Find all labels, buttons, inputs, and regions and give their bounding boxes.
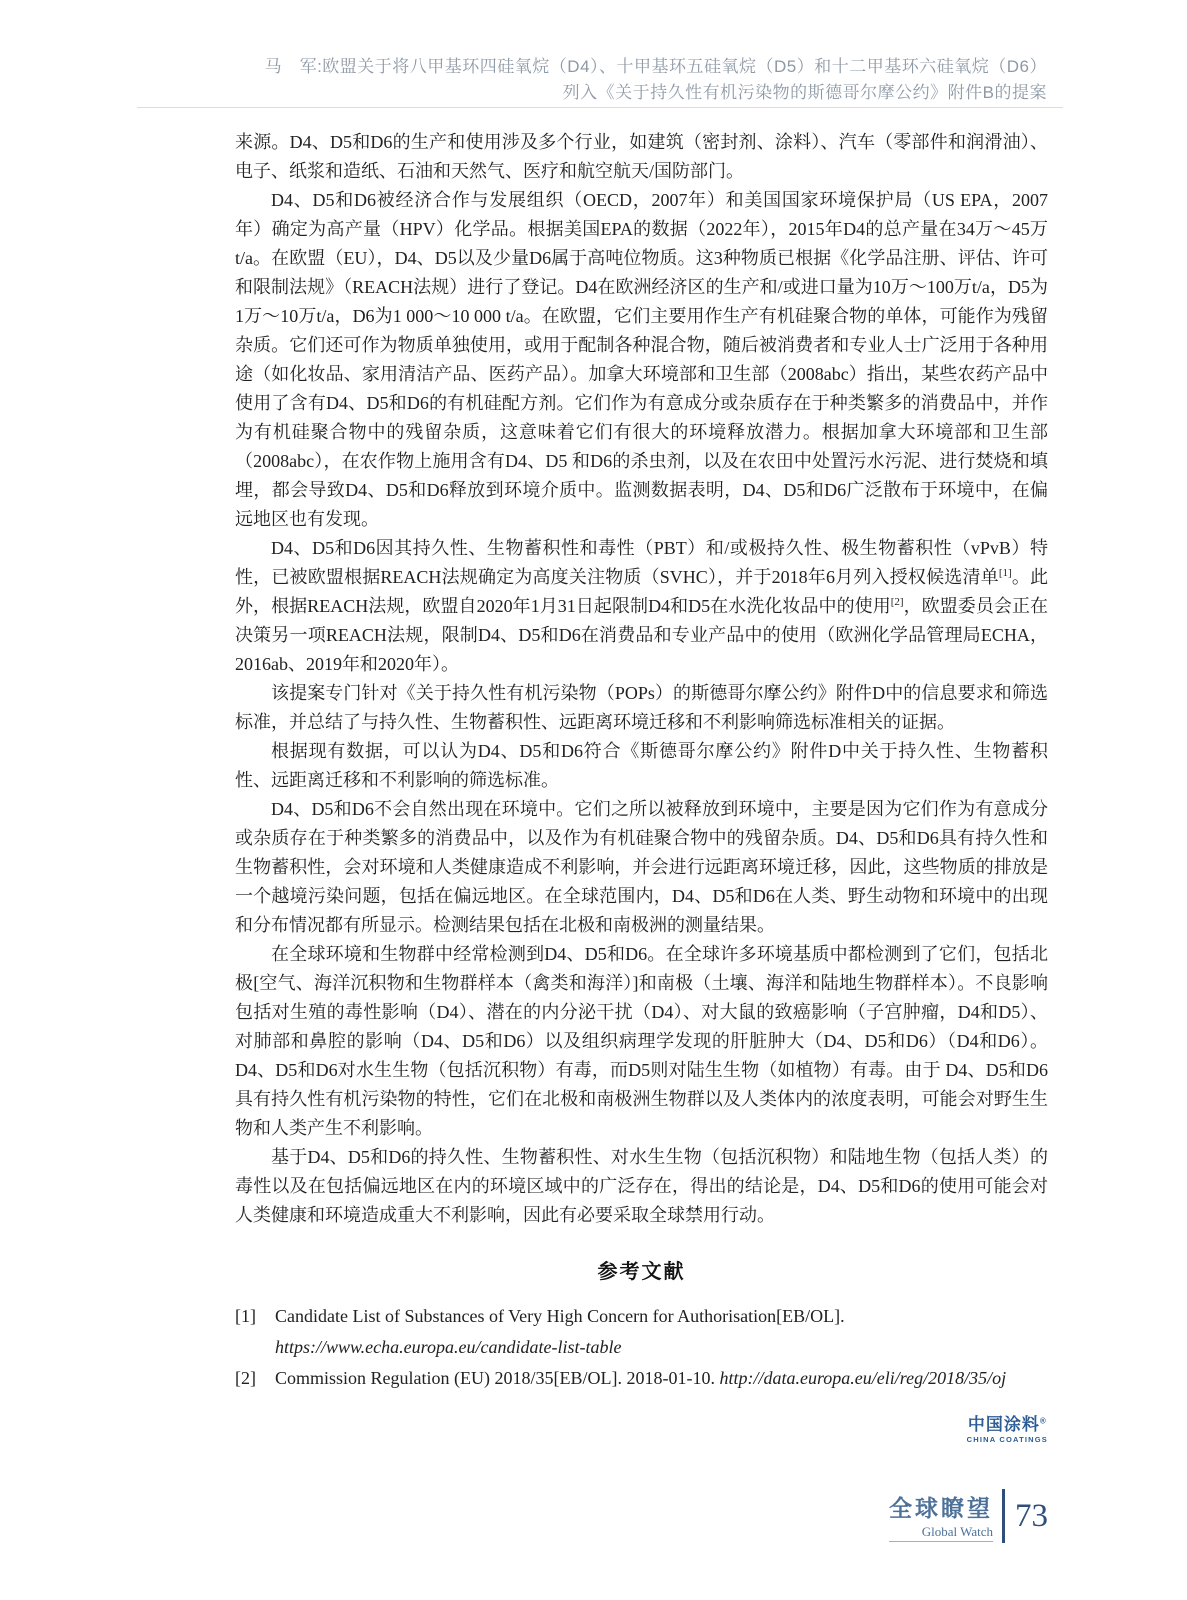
body-paragraph: 根据现有数据，可以认为D4、D5和D6符合《斯德哥尔摩公约》附件D中关于持久性、生物蓄积性、远距离迁移和不利影响的筛选标准。 [235,741,1048,790]
header-divider [137,107,1063,108]
body-paragraph: D4、D5和D6因其持久性、生物蓄积性和毒性（PBT）和/或极持久性、极生物蓄积性（vPvB）特性，已被欧盟根据REACH法规确定为高度关注物质（SVHC），并于2018年6月列入授权候选清单[1]。此外，根据REACH法规，欧盟自2020年1月31日起限制D4和D5在水洗化妆品中的使用[2]，欧盟委员会正在决策另一项REACH法规，限制D4、D5和D6在消费品和专业产品中的使用（欧洲化学品管理局ECHA，2016ab、2019年和2020年）。 [235,538,1049,674]
footer-divider-bar [1002,1489,1005,1543]
body-paragraphs [235,128,1048,1230]
citation-superscript: [2] [890,596,904,608]
body-paragraph: 在全球环境和生物群中经常检测到D4、D5和D6。在全球许多环境基质中都检测到了它们，包括北极[空气、海洋沉积物和生物群样本（禽类和海洋）]和南极（土壤、海洋和陆地生物群样本）。不良影响包括对生殖的毒性影响（D4）、潜在的内分泌干扰（D4）、对大鼠的致癌影响（子宫肿瘤，D4和D5）、对肺部和鼻腔的影响（D4、D5和D6）以及组织病理学发现的肝脏肿大（D4、D5和D6）（D4和D6）。D4、D5和D6对水生生物（包括沉积物）有毒，而D5则对陆生生物（如植物）有毒。由于 D4、D5和D6具有持久性有机污染物的特性，它们在北极和南极洲生物群以及人类体内的浓度表明，可能会对野生生物和人类产生不利影响。 [235,944,1048,1138]
reference-list [235,1301,1048,1394]
reference-marker: [1] [235,1306,256,1326]
citation-superscript: [1] [998,567,1012,579]
reference-item [235,1301,1048,1363]
logo-row [235,1416,1048,1451]
article-body [235,128,1048,1451]
logo-chinese-text: 中国涂料® [967,1415,1047,1434]
body-paragraph: 该提案专门针对《关于持久性有机污染物（POPs）的斯德哥尔摩公约》附件D中的信息要求和筛选标准，并总结了与持久性、生物蓄积性、远距离环境迁移和不利影响筛选标准相关的证据。 [235,683,1048,732]
body-paragraph: 来源。D4、D5和D6的生产和使用涉及多个行业，如建筑（密封剂、涂料）、汽车（零部件和润滑油）、电子、纸浆和造纸、石油和天然气、医疗和航空航天/国防部门。 [235,132,1048,181]
reference-url: http://data.europa.eu/eli/reg/2018/35/oj [719,1368,1007,1388]
references-heading: 参考文献 [597,1261,686,1283]
footer-section-title-cn: 全球瞭望 [889,1495,993,1521]
body-paragraph: 基于D4、D5和D6的持久性、生物蓄积性、对水生生物（包括沉积物）和陆地生物（包括人类）的毒性以及在包括偏远地区在内的环境区域中的广泛存在，得出的结论是，D4、D5和D6的使用可能会对人类健康和环境造成重大不利影响，因此有必要采取全球禁用行动。 [235,1147,1048,1225]
reference-url: https://www.echa.europa.eu/candidate-list-table [275,1337,622,1357]
reference-text: Candidate List of Substances of Very High Concern for Authorisation[EB/OL]. https://www.echa.europa.eu/candidate-list-table [275,1306,845,1357]
logo-english-text: CHINA COATINGS [966,1434,1048,1444]
footer-section-title-en: Global Watch [889,1524,993,1542]
page-footer [889,1489,1048,1543]
registered-mark-icon: ® [1039,1416,1047,1426]
reference-item [235,1363,1048,1394]
china-coatings-logo [967,1416,1048,1444]
body-paragraph: D4、D5和D6不会自然出现在环境中。它们之所以被释放到环境中，主要是因为它们作为有意成分或杂质存在于种类繁多的消费品中，以及作为有机硅聚合物中的残留杂质。D4、D5和D6具有持久性和生物蓄积性，会对环境和人类健康造成不利影响，并会进行远距离环境迁移，因此，这些物质的排放是一个越境污染问题，包括在偏远地区。在全球范围内，D4、D5和D6在人类、野生动物和环境中的出现和分布情况都有所显示。检测结果包括在北极和南极洲的测量结果。 [235,799,1048,935]
footer-section-title [889,1489,1002,1543]
page-number: 73 [1015,1498,1048,1534]
body-paragraph: D4、D5和D6被经济合作与发展组织（OECD，2007年）和美国国家环境保护局（US EPA，2007年）确定为高产量（HPV）化学品。根据美国EPA的数据（2022年），2015年D4的总产量在34万～45万t/a。在欧盟（EU），D4、D5以及少量D6属于高吨位物质。这3种物质已根据《化学品注册、评估、许可和限制法规》（REACH法规）进行了登记。D4在欧洲经济区的生产和/或进口量为10万～100万t/a，D5为1万～10万t/a，D6为1 000～10 000 t/a。在欧盟，它们主要用作生产有机硅聚合物的单体，可能作为残留杂质。它们还可作为物质单独使用，或用于配制各种混合物，随后被消费者和专业人士广泛用于各种用途（如化妆品、家用清洁产品、医药产品）。加拿大环境部和卫生部（2008abc）指出，某些农药产品中使用了含有D4、D5和D6的有机硅配方剂。它们作为有意成分或杂质存在于种类繁多的消费品中，并作为有机硅聚合物中的残留杂质，这意味着它们有很大的环境释放潜力。根据加拿大环境部和卫生部（2008abc），在农作物上施用含有D4、D5 和D6的杀虫剂，以及在农田中处置污水污泥、进行焚烧和填埋，都会导致D4、D5和D6释放到环境介质中。监测数据表明，D4、D5和D6广泛散布于环境中，在偏远地区也有发现。 [235,190,1048,529]
running-head-line2: 列入《关于持久性有机污染物的斯德哥尔摩公约》附件B的提案 [562,83,1047,102]
reference-marker: [2] [235,1368,256,1388]
running-head-line1: 马 军:欧盟关于将八甲基环四硅氧烷（D4）、十甲基环五硅氧烷（D5）和十二甲基环六硅氧烷（D6） [264,57,1047,76]
reference-text: Commission Regulation (EU) 2018/35[EB/OL]. 2018-01-10. http://data.europa.eu/eli/reg/2018/35/oj [275,1368,1007,1388]
running-head [137,54,1047,106]
